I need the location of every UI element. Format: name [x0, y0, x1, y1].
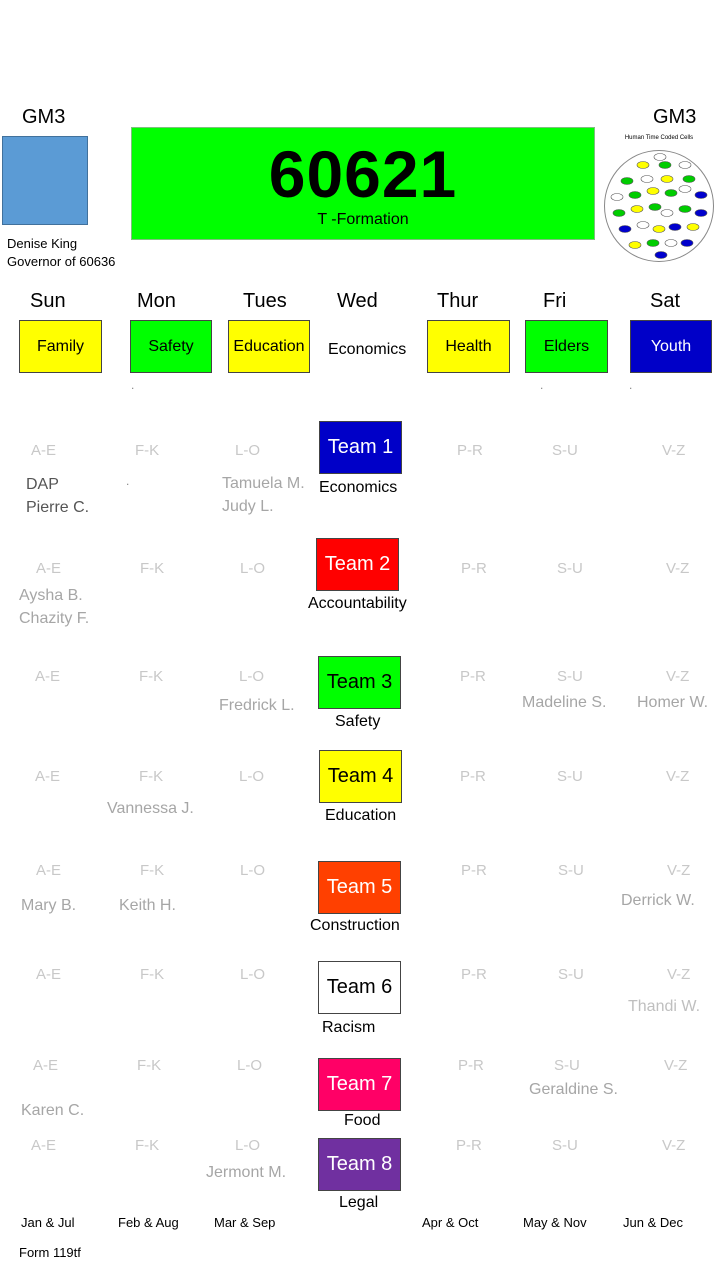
range-su: S-U [554, 1057, 580, 1074]
range-vz: V-Z [666, 668, 690, 685]
range-fk: F-K [140, 560, 165, 577]
range-lo: L-O [239, 768, 265, 785]
range-vz: V-Z [664, 1057, 688, 1074]
range-fk: F-K [140, 862, 165, 879]
range-fk: F-K [135, 442, 160, 459]
range-pr: P-R [461, 966, 487, 983]
range-ae: A-E [33, 1057, 59, 1074]
member-vannessa: Vannessa J. [107, 800, 194, 817]
month-jun-dec: Jun & Dec [623, 1215, 683, 1230]
range-lo: L-O [240, 966, 266, 983]
team-7-box: Team 7 [318, 1058, 401, 1111]
range-pr: P-R [461, 862, 487, 879]
range-pr: P-R [456, 1137, 482, 1154]
range-su: S-U [557, 768, 583, 785]
member-dap: DAP [26, 476, 59, 493]
member-fredrick: Fredrick L. [219, 697, 295, 714]
range-lo: L-O [235, 1137, 261, 1154]
month-may-nov: May & Nov [523, 1215, 587, 1230]
range-vz: V-Z [666, 560, 690, 577]
theme-safety: Safety [130, 320, 212, 373]
range-lo: L-O [240, 862, 266, 879]
month-mar-sep: Mar & Sep [214, 1215, 276, 1230]
team-5-label: Construction [310, 917, 400, 934]
theme-health: Health [427, 320, 510, 373]
team-2-box: Team 2 [316, 538, 399, 591]
governor-name: Denise King [7, 236, 78, 251]
range-su: S-U [557, 668, 583, 685]
day-sat: Sat [650, 290, 681, 312]
member-madeline: Madeline S. [522, 694, 607, 711]
range-lo: L-O [235, 442, 261, 459]
range-ae: A-E [35, 668, 61, 685]
theme-youth: Youth [630, 320, 712, 373]
cells-illustration-icon [605, 151, 715, 263]
dot-sat: . [629, 378, 633, 392]
team-1-label: Economics [319, 479, 398, 496]
range-su: S-U [552, 1137, 578, 1154]
month-jan-jul: Jan & Jul [21, 1215, 75, 1230]
range-fk: F-K [139, 768, 164, 785]
team-6-box: Team 6 [318, 961, 401, 1014]
member-dot: . [126, 474, 130, 488]
cells-label: Human Time Coded Cells [624, 135, 694, 141]
member-chazity: Chazity F. [19, 610, 90, 627]
team-4-label: Education [325, 807, 397, 824]
range-su: S-U [557, 560, 583, 577]
team-5-box: Team 5 [318, 861, 401, 914]
member-judy: Judy L. [222, 498, 274, 515]
team-6-label: Racism [322, 1019, 376, 1036]
team-7-label: Food [344, 1112, 381, 1129]
range-vz: V-Z [666, 768, 690, 785]
range-vz: V-Z [662, 1137, 686, 1154]
member-homer: Homer W. [637, 694, 709, 711]
range-ae: A-E [31, 1137, 57, 1154]
zip-banner [131, 127, 595, 240]
range-pr: P-R [461, 560, 487, 577]
member-jermont: Jermont M. [206, 1164, 287, 1181]
range-fk: F-K [140, 966, 165, 983]
range-vz: V-Z [667, 966, 691, 983]
range-fk: F-K [135, 1137, 160, 1154]
theme-elders: Elders [525, 320, 608, 373]
team-1-box: Team 1 [319, 421, 402, 474]
range-vz: V-Z [662, 442, 686, 459]
month-feb-aug: Feb & Aug [118, 1215, 179, 1230]
range-fk: F-K [137, 1057, 162, 1074]
team-4-box: Team 4 [319, 750, 402, 803]
range-pr: P-R [460, 668, 486, 685]
range-ae: A-E [35, 768, 61, 785]
range-ae: A-E [31, 442, 57, 459]
range-lo: L-O [239, 668, 265, 685]
member-thandi: Thandi W. [628, 998, 701, 1015]
member-tamuela: Tamuela M. [222, 475, 305, 492]
range-pr: P-R [460, 768, 486, 785]
member-keith: Keith H. [119, 897, 176, 914]
zip-code: 60621 [268, 137, 458, 211]
team-3-label: Safety [335, 713, 381, 730]
day-thur: Thur [437, 290, 479, 312]
range-ae: A-E [36, 966, 62, 983]
dot-fri: . [540, 378, 544, 392]
day-sun: Sun [30, 290, 66, 312]
team-3-box: Team 3 [318, 656, 401, 709]
gm3-right-label: GM3 [653, 106, 697, 128]
range-su: S-U [552, 442, 578, 459]
day-mon: Mon [137, 290, 176, 312]
month-apr-oct: Apr & Oct [422, 1215, 479, 1230]
member-karen: Karen C. [21, 1102, 85, 1119]
range-pr: P-R [457, 442, 483, 459]
range-pr: P-R [458, 1057, 484, 1074]
range-lo: L-O [240, 560, 266, 577]
zip-subtitle: T -Formation [317, 211, 409, 228]
member-pierre: Pierre C. [26, 499, 90, 516]
team-8-box: Team 8 [318, 1138, 401, 1191]
cells-diagram [604, 150, 714, 262]
gm3-left-label: GM3 [22, 106, 66, 128]
member-mary: Mary B. [21, 897, 77, 914]
team-8-label: Legal [339, 1194, 379, 1211]
range-fk: F-K [139, 668, 164, 685]
theme-economics: Economics [328, 341, 407, 358]
range-lo: L-O [237, 1057, 263, 1074]
member-derrick: Derrick W. [621, 892, 695, 909]
dot-mon: . [131, 378, 135, 392]
form-number: Form 119tf [19, 1245, 81, 1260]
range-su: S-U [558, 966, 584, 983]
day-tues: Tues [243, 290, 287, 312]
range-vz: V-Z [667, 862, 691, 879]
range-su: S-U [558, 862, 584, 879]
theme-education: Education [228, 320, 310, 373]
range-ae: A-E [36, 560, 62, 577]
day-fri: Fri [543, 290, 567, 312]
range-ae: A-E [36, 862, 62, 879]
theme-family: Family [19, 320, 102, 373]
member-geraldine: Geraldine S. [529, 1081, 618, 1098]
member-aysha: Aysha B. [19, 587, 83, 604]
team-2-label: Accountability [308, 595, 407, 612]
governor-title: Governor of 60636 [7, 254, 116, 269]
governor-photo [2, 136, 88, 225]
day-wed: Wed [337, 290, 378, 312]
